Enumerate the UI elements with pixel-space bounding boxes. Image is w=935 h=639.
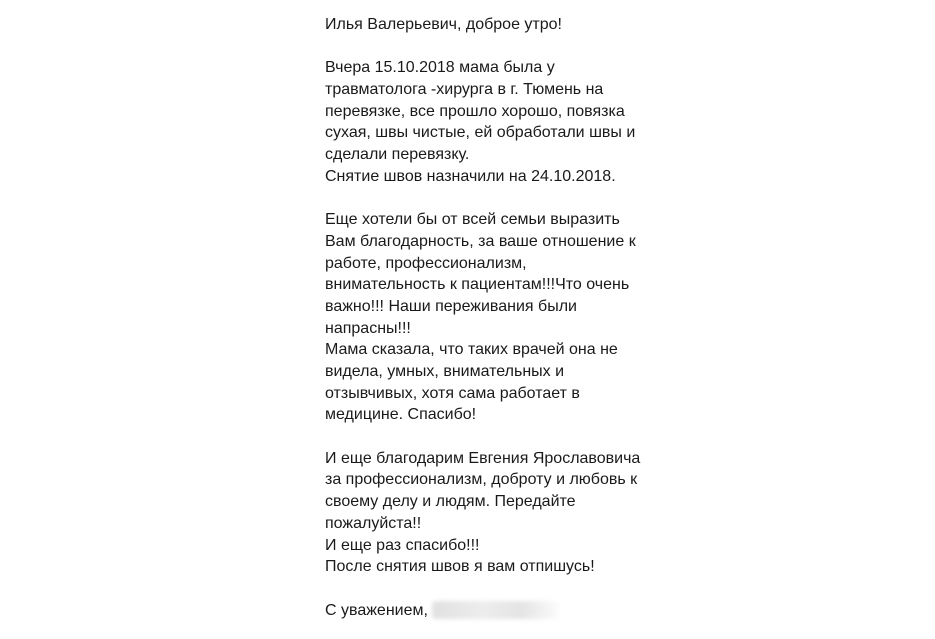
text-line: пожалуйста!! — [325, 514, 422, 532]
paragraph-thanks-doctor — [325, 448, 705, 578]
paragraph-gap — [325, 36, 705, 58]
message-body — [325, 14, 705, 621]
text-line: работе, профессионализм, — [325, 254, 527, 272]
redacted-name — [432, 601, 560, 619]
text-line: И еще благодарим Евгения Ярославовича — [325, 449, 641, 467]
text-line: Вчера 15.10.2018 мама была у — [325, 59, 555, 77]
text-line: Вам благодарность, за ваше отношение к — [325, 232, 636, 250]
signoff-line — [325, 600, 705, 622]
text-line: сухая, швы чистые, ей обработали швы и — [325, 124, 636, 142]
text-line: медицине. Спасибо! — [325, 406, 477, 424]
text-line: видела, умных, внимательных и — [325, 363, 565, 380]
paragraph-visit — [325, 57, 705, 187]
text-line: После снятия швов я вам отпишусь! — [325, 558, 595, 576]
paragraph-gap — [325, 188, 705, 210]
text-line: Мама сказала, что таких врачей она не — [325, 341, 618, 359]
signoff-text: С уважением, — [325, 601, 428, 619]
text-line: отзывчивых, хотя сама работает в — [325, 384, 580, 402]
text-line: И еще раз спасибо!!! — [325, 536, 480, 554]
text-line: Еще хотели бы от всей семьи выразить — [325, 211, 620, 229]
text-line: сделали перевязку. — [325, 146, 470, 164]
text-line: своему делу и людям. Передайте — [325, 493, 576, 511]
paragraph-gap — [325, 578, 705, 600]
text-line: напрасны!!! — [325, 319, 411, 337]
text-line: внимательность к пациентам!!!Что очень — [325, 276, 630, 294]
text-line: за профессионализм, доброту и любовь к — [325, 471, 638, 489]
paragraph-gap — [325, 426, 705, 448]
text-line: травматолога -хирурга в г. Тюмень на — [325, 81, 604, 99]
paragraph-gratitude — [325, 209, 705, 426]
greeting: Илья Валерьевич, доброе утро! — [325, 16, 562, 33]
text-line: Снятие швов назначили на 24.10.2018. — [325, 167, 616, 185]
text-line: перевязке, все прошло хорошо, повязка — [325, 102, 625, 120]
text-line: важно!!! Наши переживания были — [325, 297, 577, 315]
